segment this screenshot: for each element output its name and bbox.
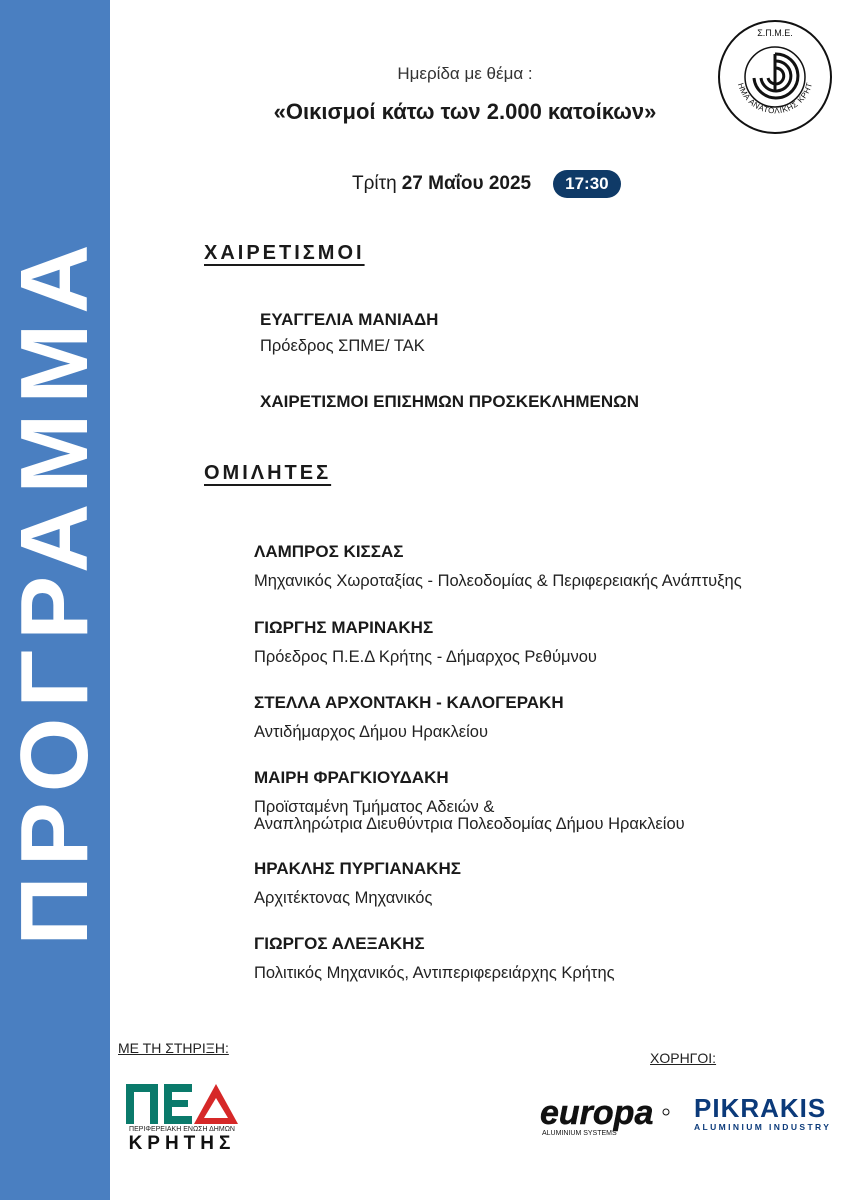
support-label: ΜΕ ΤΗ ΣΤΗΡΙΞΗ:	[118, 1040, 229, 1056]
ped-mark: ΠΕΔ	[182, 1120, 185, 1121]
sponsors-label: ΧΟΡΗΓΟΙ:	[650, 1050, 717, 1066]
speaker-role-line2: Αναπληρώτρια Διευθύντρια Πολεοδομίας Δήμου Ηρακλείου	[254, 815, 685, 833]
greetings-heading: ΧΑΙΡΕΤΙΣΜΟΙ	[204, 242, 365, 264]
ped-logo	[122, 1080, 242, 1170]
europa-name: europa	[540, 1094, 654, 1132]
greeting-speaker-name: ΕΥΑΓΓΕΛΙΑ ΜΑΝΙΑΔΗ	[260, 310, 439, 329]
speaker-role: Πρόεδρος Π.Ε.Δ Κρήτης - Δήμαρχος Ρεθύμνου	[254, 648, 597, 666]
pikrakis-caption: ALUMINIUM INDUSTRY	[694, 1122, 832, 1132]
pikrakis-name: PIKRAKIS	[694, 1093, 827, 1123]
event-title: «Οικισμοί κάτω των 2.000 κατοίκων»	[273, 99, 657, 124]
event-date-row	[352, 170, 621, 198]
event-date: 27 Μαΐου 2025	[401, 173, 532, 194]
sidebar	[0, 0, 110, 1200]
logo-ring-text: ΗΜΑ ΑΝΑΤΟΛΙΚΗΣ ΚΡΗΤ	[735, 81, 815, 116]
sidebar-title: ΠΡΟΓΡΑΜΜΑ	[1, 234, 108, 946]
speaker-role: Αντιδήμαρχος Δήμου Ηρακλείου	[254, 723, 489, 741]
greeting-speaker-role: Πρόεδρος ΣΠΜΕ/ ΤΑΚ	[260, 337, 425, 355]
speaker-name: ΣΤΕΛΛΑ ΑΡΧΟΝΤΑΚΗ - ΚΑΛΟΓΕΡΑΚΗ	[254, 693, 564, 712]
speaker-role: Προϊσταμένη Τμήματος Αδειών &	[254, 798, 495, 816]
europa-logo	[538, 1092, 682, 1138]
speaker-name: ΓΙΩΡΓΟΣ ΑΛΕΞΑΚΗΣ	[254, 934, 425, 953]
speaker-name: ΓΙΩΡΓΗΣ ΜΑΡΙΝΑΚΗΣ	[254, 618, 434, 637]
ped-caption: ΠΕΡΙΦΕΡΕΙΑΚΗ ΕΝΩΣΗ ΔΗΜΩΝ	[129, 1126, 235, 1133]
pikrakis-logo	[694, 1094, 836, 1140]
speakers-heading: ΟΜΙΛΗΤΕΣ	[204, 462, 332, 484]
speaker-role: Αρχιτέκτονας Μηχανικός	[254, 889, 433, 907]
spme-logo	[716, 18, 834, 136]
ped-region: ΚΡΗΤΗΣ	[128, 1133, 236, 1154]
official-greetings: ΧΑΙΡΕΤΙΣΜΟΙ ΕΠΙΣΗΜΩΝ ΠΡΟΣΚΕΚΛΗΜΕΝΩΝ	[260, 392, 639, 411]
event-subtitle: Ημερίδα με θέμα :	[397, 64, 533, 83]
speaker-name: ΜΑΙΡΗ ΦΡΑΓΚΙΟΥΔΑΚΗ	[254, 768, 449, 787]
speaker-name: ΛΑΜΠΡΟΣ ΚΙΣΣΑΣ	[254, 542, 404, 561]
speaker-name: ΗΡΑΚΛΗΣ ΠΥΡΓΙΑΝΑΚΗΣ	[254, 859, 461, 878]
speaker-role: Πολιτικός Μηχανικός, Αντιπεριφερειάρχης Κρήτης	[254, 964, 615, 982]
europa-caption: ALUMINIUM SYSTEMS	[542, 1130, 617, 1137]
logo-top-text: Σ.Π.Μ.Ε.	[757, 28, 793, 38]
speaker-role: Μηχανικός Χωροταξίας - Πολεοδομίας & Περιφερειακής Ανάπτυξης	[254, 572, 742, 590]
event-time-badge: 17:30	[553, 170, 620, 198]
event-day: Τρίτη	[352, 173, 397, 194]
